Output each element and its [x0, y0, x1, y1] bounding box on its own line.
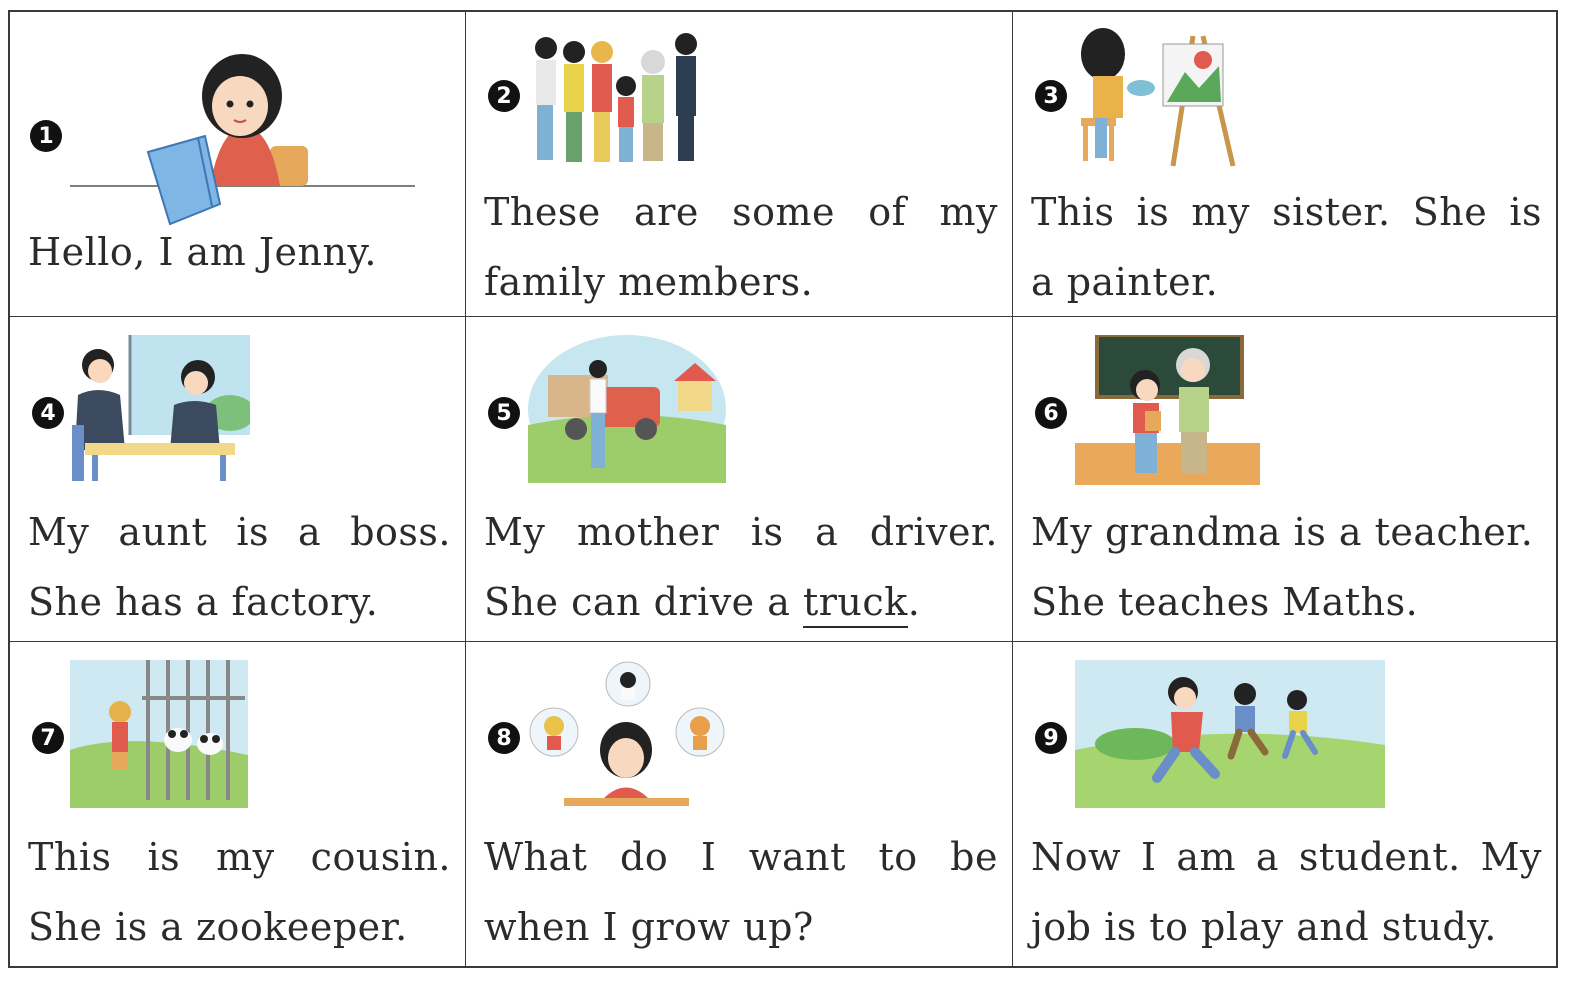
text-line: Now I am a student. My	[1031, 835, 1542, 879]
grandma-teacher-illustration	[1075, 335, 1260, 485]
text-line: This is my sister. She is	[1031, 190, 1542, 234]
text-line: She is a zookeeper.	[28, 905, 408, 949]
children-running-illustration	[1075, 660, 1385, 808]
cell-4	[10, 317, 466, 642]
cell-text	[484, 177, 998, 317]
text-line-lead: She can drive a	[484, 580, 791, 624]
text-line: job is to play and study.	[1031, 905, 1497, 949]
cell-text	[1031, 177, 1542, 317]
truck-driver-illustration	[528, 335, 726, 483]
number-badge: 7	[32, 722, 64, 754]
text-line: My grandma is a teacher.	[1031, 510, 1534, 554]
number-badge: 1	[30, 120, 62, 152]
cell-5	[466, 317, 1013, 642]
family-group-illustration	[528, 26, 718, 176]
text-line: My mother is a driver.	[484, 510, 998, 554]
number-badge: 9	[1035, 722, 1067, 754]
text-line: This is my cousin.	[28, 835, 451, 879]
cell-1	[10, 12, 466, 317]
text-line: when I grow up?	[484, 905, 814, 949]
text-line: She teaches Maths.	[1031, 580, 1419, 624]
text-line	[484, 567, 998, 637]
underlined-word: truck	[803, 580, 908, 628]
worksheet-table	[8, 10, 1558, 968]
cell-8	[466, 642, 1013, 966]
text-line: These are some of my	[484, 190, 998, 234]
business-meeting-illustration	[70, 335, 250, 485]
zoo-panda-illustration	[70, 660, 248, 808]
text-line: Hello, I am Jenny.	[28, 230, 377, 274]
cell-text	[28, 822, 451, 962]
text-line: family members.	[484, 260, 814, 304]
text-line: a painter.	[1031, 260, 1219, 304]
cell-3	[1013, 12, 1556, 317]
girl-reading-illustration	[70, 34, 415, 234]
cell-6	[1013, 317, 1556, 642]
number-badge: 6	[1035, 397, 1067, 429]
cell-text	[28, 217, 451, 287]
text-line: What do I want to be	[484, 835, 998, 879]
cell-text	[28, 497, 451, 637]
number-badge: 2	[488, 80, 520, 112]
text-punctuation: .	[907, 580, 921, 624]
text-line: My aunt is a boss.	[28, 510, 451, 554]
cell-9	[1013, 642, 1556, 966]
painter-easel-illustration	[1073, 26, 1253, 171]
cell-text	[484, 497, 998, 637]
thinking-girl-illustration	[528, 660, 728, 810]
number-badge: 5	[488, 397, 520, 429]
number-badge: 8	[488, 722, 520, 754]
text-line: She has a factory.	[28, 580, 379, 624]
cell-7	[10, 642, 466, 966]
cell-text	[1031, 822, 1542, 962]
number-badge: 3	[1035, 80, 1067, 112]
cell-text	[1031, 497, 1542, 637]
cell-2	[466, 12, 1013, 317]
cell-text	[484, 822, 998, 962]
number-badge: 4	[32, 397, 64, 429]
